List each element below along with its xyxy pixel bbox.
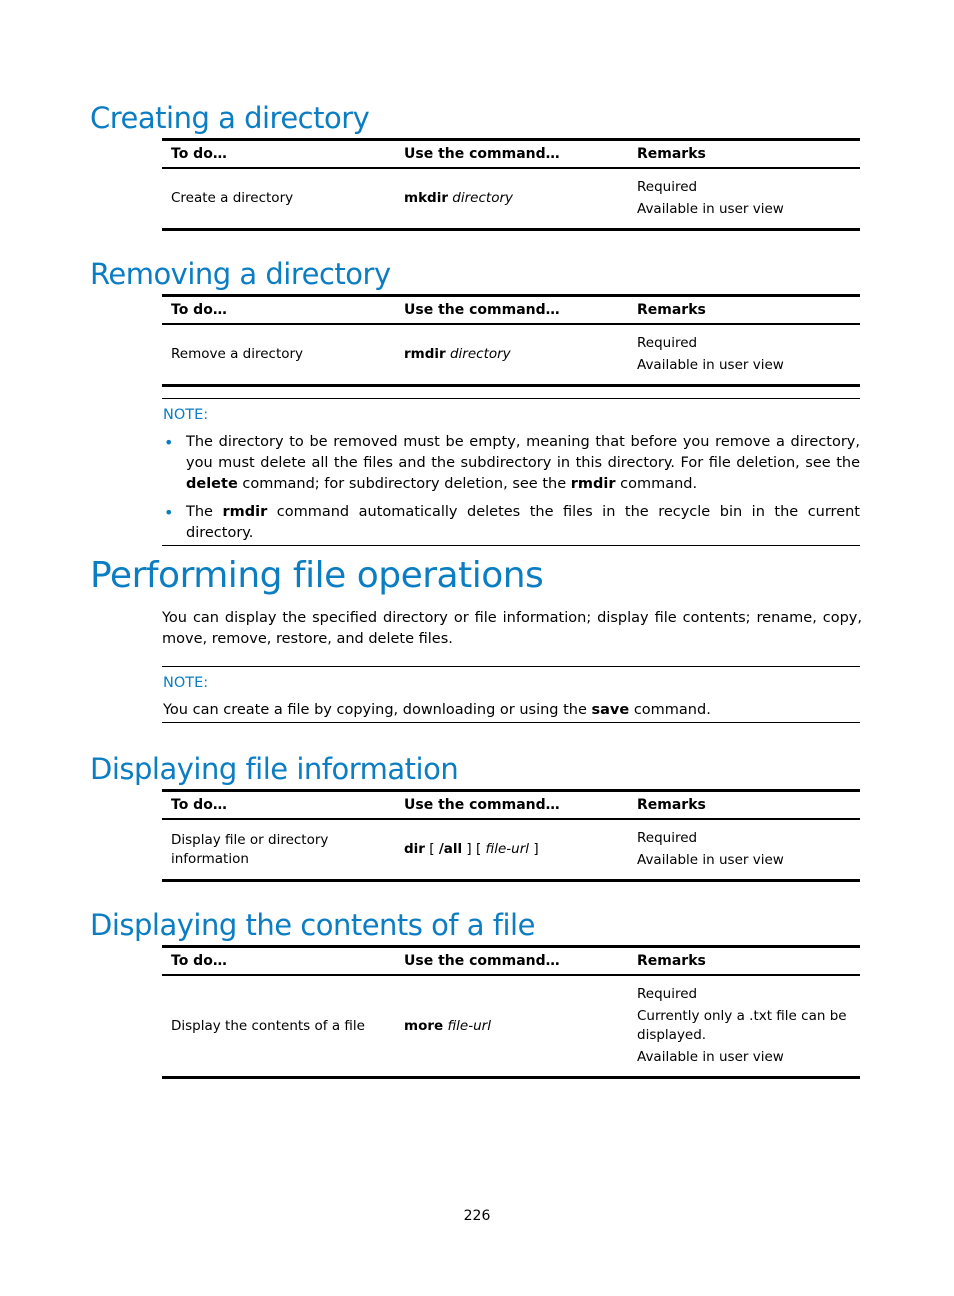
list-item bbox=[162, 432, 860, 495]
command-cell bbox=[395, 168, 628, 230]
command-cell bbox=[395, 324, 628, 386]
bullet-icon: • bbox=[164, 433, 174, 452]
command-arg: directory bbox=[449, 346, 511, 362]
remark-line: Currently only a .txt file can be displayed. bbox=[637, 1008, 847, 1043]
remarks-cell bbox=[628, 324, 860, 386]
section-heading-display-file-info: Displaying file information bbox=[90, 752, 459, 786]
table-row bbox=[162, 168, 860, 230]
task-cell: Remove a directory bbox=[171, 346, 304, 362]
command-arg: file-url bbox=[485, 841, 530, 857]
note-command: delete bbox=[186, 476, 238, 492]
note-command: rmdir bbox=[222, 504, 268, 520]
display-file-info-table bbox=[162, 789, 860, 882]
section-heading-display-contents: Displaying the contents of a file bbox=[90, 908, 535, 942]
note-label: NOTE: bbox=[163, 407, 209, 423]
col-header-command: Use the command… bbox=[395, 791, 628, 820]
col-header-remarks: Remarks bbox=[628, 947, 860, 976]
file-operations-intro: You can display the specified directory or file information; display file contents; rename, copy, move, remove, restore, and delete files. bbox=[162, 610, 862, 647]
remarks-cell bbox=[628, 168, 860, 230]
remark-line: Required bbox=[637, 986, 698, 1002]
remark-line: Required bbox=[637, 179, 698, 195]
col-header-todo: To do… bbox=[162, 296, 395, 325]
command-keyword: more bbox=[404, 1017, 444, 1034]
remark-line: Available in user view bbox=[637, 1049, 784, 1065]
remarks-cell bbox=[628, 975, 860, 1078]
command-keyword: rmdir bbox=[404, 346, 446, 362]
command-keyword: mkdir bbox=[404, 190, 448, 206]
note-list bbox=[162, 432, 860, 544]
task-cell: Display the contents of a file bbox=[171, 1017, 365, 1034]
col-header-command: Use the command… bbox=[395, 296, 628, 325]
col-header-command: Use the command… bbox=[395, 140, 628, 169]
remark-line: Available in user view bbox=[637, 357, 784, 373]
note-remove-directory bbox=[162, 398, 860, 546]
command-arg: file-url bbox=[447, 1017, 491, 1034]
note-text: The bbox=[186, 504, 223, 520]
note-file-operations bbox=[162, 666, 860, 723]
create-directory-table bbox=[162, 138, 860, 231]
table-row bbox=[162, 324, 860, 386]
chapter-heading-file-operations: Performing file operations bbox=[90, 555, 544, 596]
command-option: /all bbox=[438, 841, 463, 857]
command-keyword: dir bbox=[404, 841, 425, 857]
remark-line: Required bbox=[637, 830, 698, 846]
note-text: command; for subdirectory deletion, see the bbox=[237, 476, 571, 492]
syntax-bracket: ] bbox=[529, 841, 539, 857]
remark-line: Available in user view bbox=[637, 852, 784, 868]
section-heading-remove-directory: Removing a directory bbox=[90, 257, 391, 291]
remark-line: Available in user view bbox=[637, 201, 784, 217]
bullet-icon: • bbox=[164, 503, 174, 522]
note-text: The directory to be removed must be empty, meaning that before you remove a directory, you must delete all the files and the subdirectory in this directory. For file deletion, see the bbox=[186, 434, 860, 471]
col-header-todo: To do… bbox=[162, 947, 395, 976]
col-header-remarks: Remarks bbox=[628, 791, 860, 820]
note-label: NOTE: bbox=[163, 675, 209, 691]
display-contents-table bbox=[162, 945, 860, 1079]
command-arg: directory bbox=[452, 190, 513, 206]
col-header-remarks: Remarks bbox=[628, 140, 860, 169]
col-header-command: Use the command… bbox=[395, 947, 628, 976]
command-cell bbox=[395, 975, 628, 1078]
note-command: rmdir bbox=[570, 476, 616, 492]
page-number: 226 bbox=[463, 1208, 491, 1224]
note-text-part: command. bbox=[629, 702, 711, 718]
remove-directory-table bbox=[162, 294, 860, 387]
note-text-part: You can create a file by copying, downloading or using the bbox=[163, 702, 592, 718]
col-header-remarks: Remarks bbox=[628, 296, 860, 325]
note-text: command automatically deletes the files in the recycle bin in the current directory. bbox=[186, 504, 860, 541]
list-item bbox=[162, 502, 860, 544]
section-heading-create-directory: Creating a directory bbox=[90, 101, 370, 135]
note-text bbox=[163, 700, 860, 721]
syntax-bracket: ] [ bbox=[462, 841, 486, 857]
table-row bbox=[162, 975, 860, 1078]
table-row bbox=[162, 819, 860, 881]
command-cell bbox=[395, 819, 628, 881]
syntax-bracket: [ bbox=[424, 841, 439, 857]
note-command: save bbox=[591, 702, 630, 718]
task-cell: Display file or directory information bbox=[171, 831, 329, 867]
task-cell: Create a directory bbox=[171, 190, 294, 206]
col-header-todo: To do… bbox=[162, 140, 395, 169]
remarks-cell bbox=[628, 819, 860, 881]
remark-line: Required bbox=[637, 335, 698, 351]
col-header-todo: To do… bbox=[162, 791, 395, 820]
note-text: command. bbox=[615, 476, 698, 492]
